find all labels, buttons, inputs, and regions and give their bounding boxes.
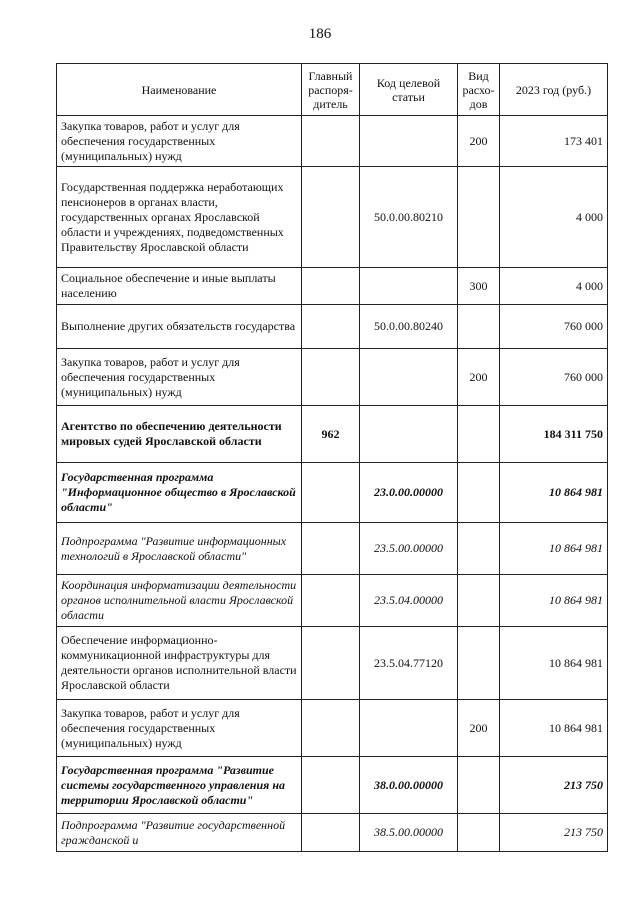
cell-amount: 10 864 981 bbox=[500, 627, 608, 700]
cell-amount: 4 000 bbox=[500, 268, 608, 305]
cell-name: Закупка товаров, работ и услуг для обеспечения государственных (муниципальных) нужд bbox=[57, 116, 302, 167]
cell-amount: 760 000 bbox=[500, 305, 608, 349]
cell-name: Государственная программа "Развитие системы государственного управления на территории Ярославской области" bbox=[57, 757, 302, 814]
cell-grbs bbox=[302, 463, 360, 523]
cell-vr: 200 bbox=[458, 700, 500, 757]
cell-amount: 213 750 bbox=[500, 814, 608, 852]
cell-name: Государственная программа "Информационное общество в Ярославской области" bbox=[57, 463, 302, 523]
cell-amount: 10 864 981 bbox=[500, 700, 608, 757]
cell-code: 23.0.00.00000 bbox=[360, 463, 458, 523]
cell-code bbox=[360, 116, 458, 167]
table-row bbox=[57, 523, 608, 575]
table-row bbox=[57, 268, 608, 305]
cell-amount: 10 864 981 bbox=[500, 463, 608, 523]
budget-table bbox=[56, 63, 608, 852]
cell-code bbox=[360, 268, 458, 305]
cell-vr bbox=[458, 523, 500, 575]
cell-code: 38.5.00.00000 bbox=[360, 814, 458, 852]
cell-name: Государственная поддержка неработающих пенсионеров в органах власти, государственных органах Ярославской области и учреждениях, подведомственных Правительству Ярославской области bbox=[57, 167, 302, 268]
cell-grbs bbox=[302, 627, 360, 700]
cell-vr: 200 bbox=[458, 349, 500, 406]
cell-name: Подпрограмма "Развитие информационных технологий в Ярославской области" bbox=[57, 523, 302, 575]
header-grbs: Главный распоря-дитель bbox=[302, 64, 360, 116]
table-row bbox=[57, 406, 608, 463]
cell-amount: 213 750 bbox=[500, 757, 608, 814]
cell-name: Выполнение других обязательств государства bbox=[57, 305, 302, 349]
cell-grbs: 962 bbox=[302, 406, 360, 463]
table-row bbox=[57, 757, 608, 814]
cell-code: 23.5.00.00000 bbox=[360, 523, 458, 575]
table-header-row bbox=[57, 64, 608, 116]
cell-name: Социальное обеспечение и иные выплаты населению bbox=[57, 268, 302, 305]
cell-vr bbox=[458, 814, 500, 852]
cell-grbs bbox=[302, 167, 360, 268]
cell-code: 50.0.00.80240 bbox=[360, 305, 458, 349]
cell-name: Закупка товаров, работ и услуг для обеспечения государственных (муниципальных) нужд bbox=[57, 349, 302, 406]
cell-grbs bbox=[302, 523, 360, 575]
cell-vr bbox=[458, 305, 500, 349]
table-row bbox=[57, 814, 608, 852]
table-row bbox=[57, 349, 608, 406]
cell-vr: 300 bbox=[458, 268, 500, 305]
cell-grbs bbox=[302, 349, 360, 406]
cell-code: 38.0.00.00000 bbox=[360, 757, 458, 814]
cell-vr bbox=[458, 406, 500, 463]
cell-grbs bbox=[302, 305, 360, 349]
table-row bbox=[57, 700, 608, 757]
cell-name: Обеспечение информационно-коммуникационной инфраструктуры для деятельности органов исполнительной власти Ярославской области bbox=[57, 627, 302, 700]
header-name: Наименование bbox=[57, 64, 302, 116]
cell-amount: 10 864 981 bbox=[500, 523, 608, 575]
table-row bbox=[57, 627, 608, 700]
cell-grbs bbox=[302, 268, 360, 305]
cell-amount: 760 000 bbox=[500, 349, 608, 406]
cell-amount: 173 401 bbox=[500, 116, 608, 167]
cell-amount: 4 000 bbox=[500, 167, 608, 268]
cell-vr bbox=[458, 575, 500, 627]
page-number: 186 bbox=[308, 26, 332, 42]
cell-grbs bbox=[302, 757, 360, 814]
cell-code: 23.5.04.77120 bbox=[360, 627, 458, 700]
cell-grbs bbox=[302, 575, 360, 627]
cell-code: 50.0.00.80210 bbox=[360, 167, 458, 268]
cell-vr: 200 bbox=[458, 116, 500, 167]
table-row bbox=[57, 575, 608, 627]
cell-code bbox=[360, 349, 458, 406]
cell-amount: 10 864 981 bbox=[500, 575, 608, 627]
cell-name: Координация информатизации деятельности органов исполнительной власти Ярославской области bbox=[57, 575, 302, 627]
header-vr: Вид расхо-дов bbox=[458, 64, 500, 116]
cell-vr bbox=[458, 167, 500, 268]
header-code: Код целевой статьи bbox=[360, 64, 458, 116]
table-body bbox=[57, 116, 608, 852]
cell-code: 23.5.04.00000 bbox=[360, 575, 458, 627]
table-row bbox=[57, 167, 608, 268]
header-amount: 2023 год (руб.) bbox=[500, 64, 608, 116]
cell-vr bbox=[458, 757, 500, 814]
cell-amount: 184 311 750 bbox=[500, 406, 608, 463]
cell-grbs bbox=[302, 700, 360, 757]
table-row bbox=[57, 463, 608, 523]
cell-vr bbox=[458, 463, 500, 523]
cell-name: Агентство по обеспечению деятельности мировых судей Ярославской области bbox=[57, 406, 302, 463]
cell-vr bbox=[458, 627, 500, 700]
cell-grbs bbox=[302, 814, 360, 852]
cell-grbs bbox=[302, 116, 360, 167]
cell-name: Закупка товаров, работ и услуг для обеспечения государственных (муниципальных) нужд bbox=[57, 700, 302, 757]
table-row bbox=[57, 116, 608, 167]
cell-name: Подпрограмма "Развитие государственной гражданской и bbox=[57, 814, 302, 852]
cell-code bbox=[360, 700, 458, 757]
cell-code bbox=[360, 406, 458, 463]
table-row bbox=[57, 305, 608, 349]
